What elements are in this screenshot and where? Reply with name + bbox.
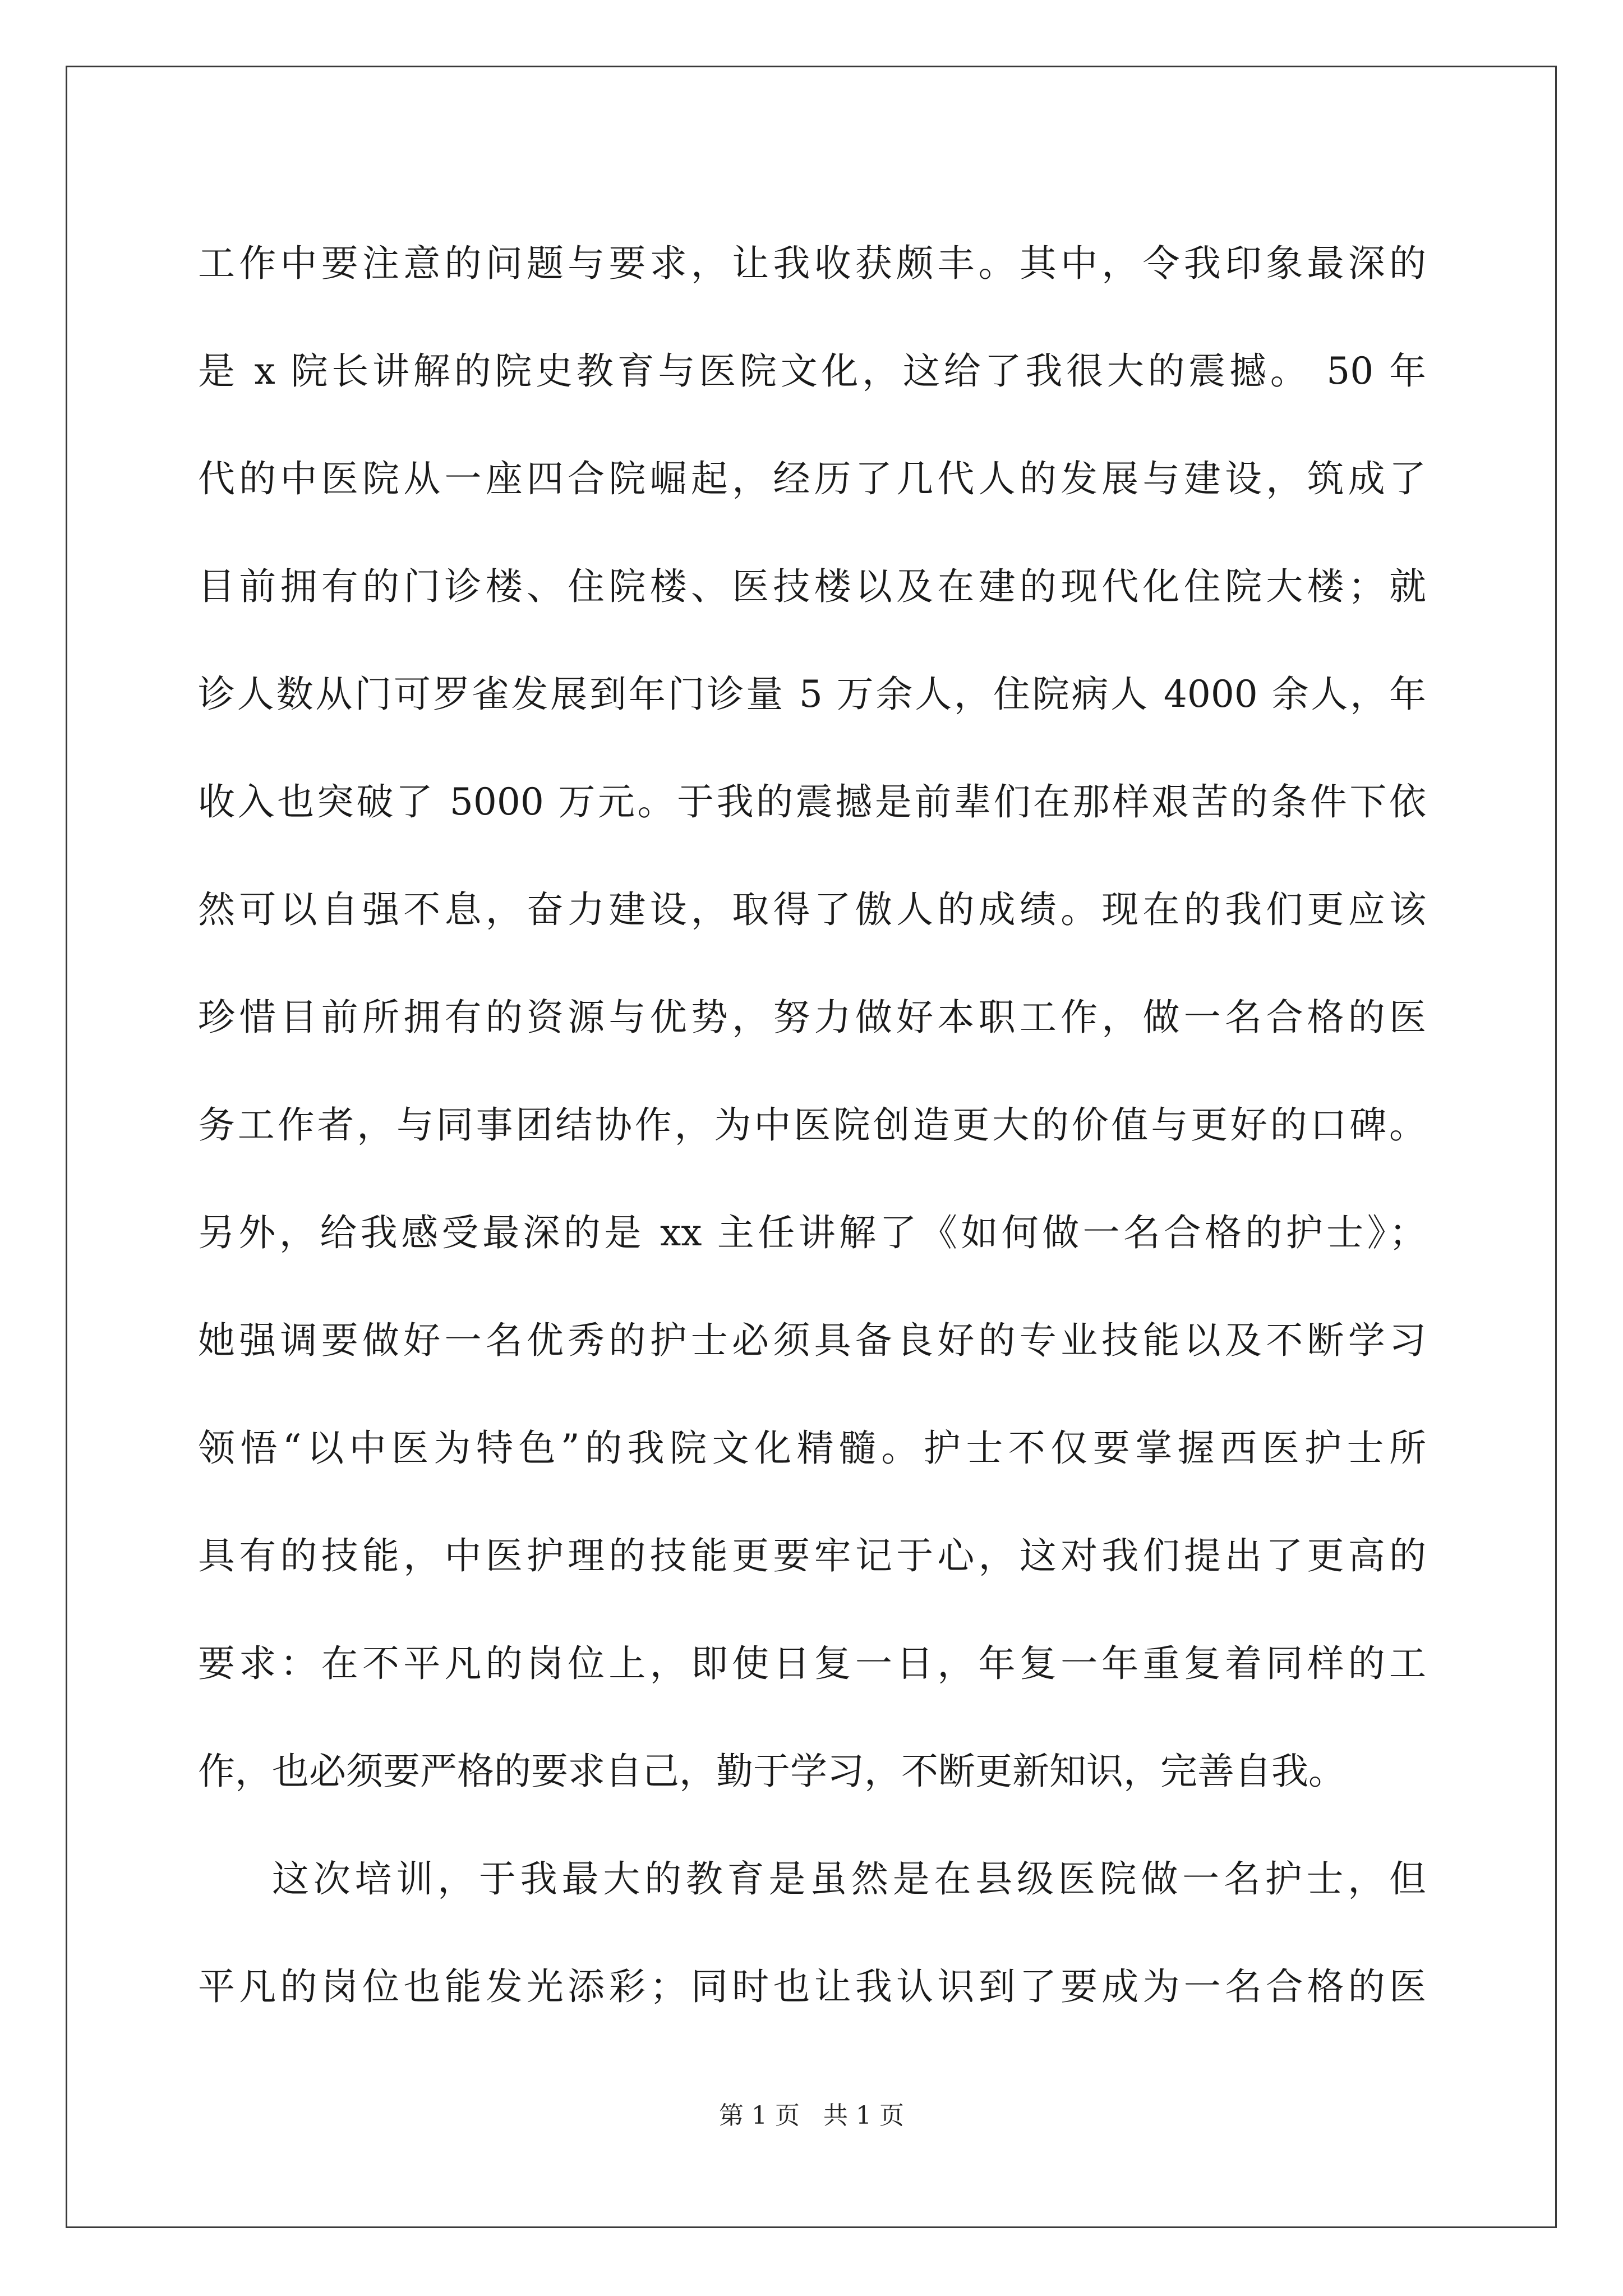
text-line-2: 是 x 院长讲解的院史教育与医院文化，这给了我很大的震撼。 50 年 [198, 349, 1426, 393]
text-line-13: 具有的技能，中医护理的技能更要牢记于心，这对我们提出了更高的 [198, 1534, 1426, 1577]
text-line-4: 目前拥有的门诊楼、住院楼、医技楼以及在建的现代化住院大楼；就 [198, 565, 1426, 608]
text-line-14: 要求：在不平凡的岗位上，即使日复一日，年复一年重复着同样的工 [198, 1642, 1426, 1685]
text-line-15: 作，也必须要严格的要求自己，勤于学习，不断更新知识，完善自我。 [198, 1750, 1345, 1793]
text-line-8: 珍惜目前所拥有的资源与优势，努力做好本职工作，做一名合格的医 [198, 996, 1426, 1039]
text-line-7: 然可以自强不息，奋力建设，取得了傲人的成绩。现在的我们更应该 [198, 888, 1426, 931]
text-line-1: 工作中要注意的问题与要求，让我收获颇丰。其中，令我印象最深的 [198, 242, 1426, 285]
text-line-11: 她强调要做好一名优秀的护士必须具备良好的专业技能以及不断学习 [198, 1319, 1426, 1362]
text-line-5: 诊人数从门可罗雀发展到年门诊量 5 万余人，住院病人 4000 余人，年 [198, 673, 1426, 716]
text-line-3: 代的中医院从一座四合院崛起，经历了几代人的发展与建设，筑成了 [198, 457, 1426, 500]
text-line-17: 平凡的岗位也能发光添彩；同时也让我认识到了要成为一名合格的医 [198, 1965, 1426, 2008]
page-number-footer: 第 1 页 共 1 页 [719, 2101, 904, 2130]
text-line-16: 这次培训，于我最大的教育是虽然是在县级医院做一名护士，但 [272, 1857, 1426, 1901]
body-text [198, 210, 1426, 2041]
text-line-9: 务工作者，与同事团结协作，为中医院创造更大的价值与更好的口碑。 [198, 1103, 1426, 1147]
text-line-10: 另外，给我感受最深的是 xx 主任讲解了《如何做一名合格的护士》； [198, 1211, 1426, 1254]
text-line-6: 收入也突破了 5000 万元。于我的震撼是前辈们在那样艰苦的条件下依 [198, 780, 1426, 823]
text-line-12: 领悟“以中医为特色”的我院文化精髓。护士不仅要掌握西医护士所 [198, 1427, 1426, 1470]
